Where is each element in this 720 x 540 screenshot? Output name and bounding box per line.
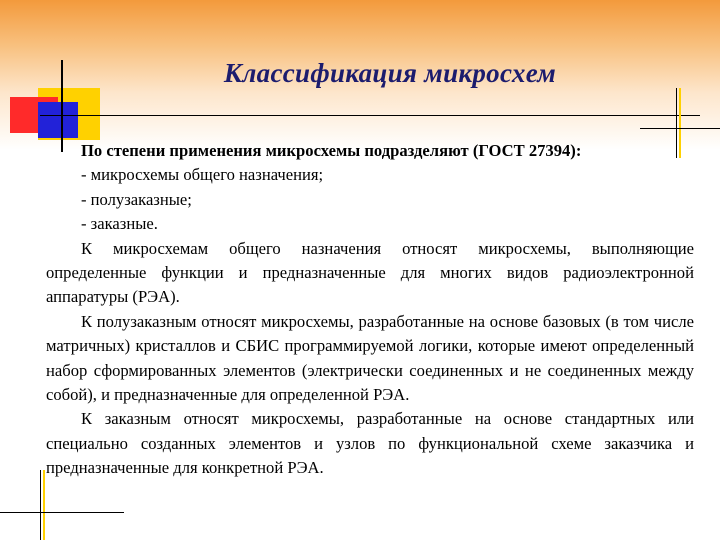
deco-horizontal-line-bottom (0, 512, 124, 513)
list-item-custom: - заказные. (81, 214, 158, 234)
deco-horizontal-line-left (40, 115, 700, 116)
deco-vertical-line-bottom-1 (40, 470, 41, 540)
list-item-general-purpose: - микросхемы общего назначения; (81, 165, 324, 185)
deco-horizontal-line-right (640, 128, 720, 129)
classification-heading: По степени применения микросхемы подразделяют (ГОСТ 27394): (81, 141, 582, 160)
deco-vertical-line-bottom-2 (43, 470, 45, 540)
slide-body (46, 139, 694, 481)
slide-title: Классификация микросхем (223, 58, 557, 88)
paragraph-custom: К заказным относят микросхемы, разработанные на основе стандартных или специально созданных элементов и узлов по функциональной схеме заказчика и предназначенные для конкретной РЭА. (46, 409, 694, 478)
deco-blue-square (38, 102, 78, 138)
list-item-semi-custom: - полузаказные; (81, 189, 192, 209)
paragraph-general-purpose: К микросхемам общего назначения относят микросхемы, выполняющие определенные функции и предназначенные для многих видов радиоэлектронной аппаратуры (РЭА). (46, 238, 694, 307)
paragraph-semi-custom: К полузаказным относят микросхемы, разработанные на основе базовых (в том числе матричных) кристаллов и СБИС программируемой логики, которые имеют определенный набор сформированных элементов (электрически соединенных и не соединенных между собой), и предназначенные для определенной РЭА. (46, 311, 694, 405)
